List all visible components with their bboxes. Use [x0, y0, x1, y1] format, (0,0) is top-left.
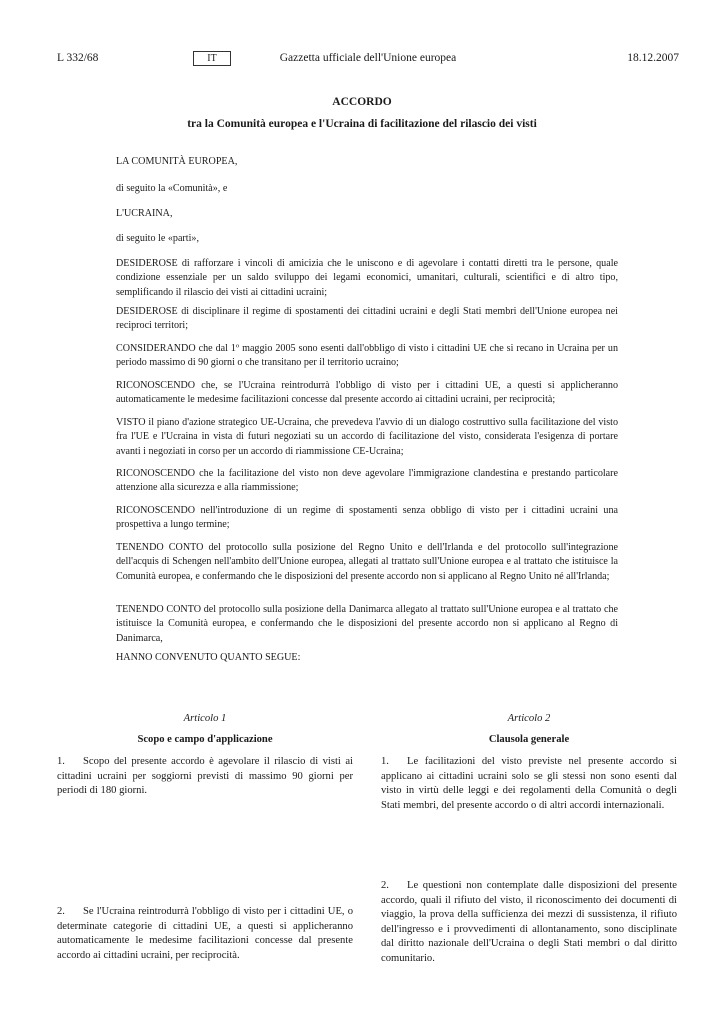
journal-reference: L 332/68: [57, 52, 99, 64]
paragraph-number: 2.: [57, 906, 65, 917]
preamble-paragraph: L'UCRAINA,: [116, 208, 173, 219]
article-2-heading: [381, 712, 677, 747]
paragraph-number: 1.: [381, 756, 389, 767]
article-2-paragraph-2: [381, 879, 677, 967]
preamble-paragraph: TENENDO CONTO del protocollo sulla posizione del Regno Unito e dell'Irlanda e del protocollo sull'integrazione dell'acquis di Schengen nell'ambito dell'Unione europea, allegati al trattato sull'Unione europea e al trattato che istituisce la Comunità europea, e confermando che le disposizioni del presente accordo non si applicano al Regno Unito né all'Irlanda;: [116, 542, 618, 582]
publication-date: 18.12.2007: [627, 52, 679, 64]
paragraph-text: Scopo del presente accordo è agevolare il rilascio di visti ai cittadini ucraini per soggiorni previsti di massimo 90 giorni per periodi di 180 giorni.: [57, 756, 353, 797]
preamble-paragraph: RICONOSCENDO che la facilitazione del visto non deve agevolare l'immigrazione clandestina e prestando particolare attenzione alla sicurezza e alla riammissione;: [116, 468, 618, 494]
article-1-heading: [57, 712, 353, 747]
paragraph-text: Le facilitazioni del visto previste nel presente accordo si applicano ai cittadini ucraini solo se gli stessi non sono esenti dal visto in virtù delle leggi e dei regolamenti della Comunità o degli Stati membri, del presente accordo o di altri accordi internazionali.: [381, 756, 677, 811]
preamble-paragraph: di seguito la «Comunità», e: [116, 183, 228, 194]
document-title: ACCORDO: [332, 96, 392, 108]
preamble-paragraph: LA COMUNITÀ EUROPEA,: [116, 156, 238, 167]
preamble-paragraph: VISTO il piano d'azione strategico UE-Ucraina, che prevedeva l'avvio di un dialogo costruttivo sulla facilitazione del visto fra l'UE e l'Ucraina in vista di futuri negoziati su un accordo di facilitazione del visto, considerata l'esigenza di portare avanti i negoziati in corso per un accordo di riammissione CE-Ucraina;: [116, 417, 618, 457]
article-title: Scopo e campo d'applicazione: [137, 733, 273, 745]
article-1-paragraph-2: [57, 905, 353, 963]
paragraph-number: 2.: [381, 880, 389, 891]
page-header: [57, 52, 679, 70]
publication-title: Gazzetta ufficiale dell'Unione europea: [279, 52, 457, 64]
preamble-paragraph: RICONOSCENDO che, se l'Ucraina reintrodurrà l'obbligo di visto per i cittadini UE, a questi si applicheranno automaticamente le medesime facilitazioni concesse dal presente accordo ai cittadini ucraini, per reciprocità;: [116, 380, 618, 406]
preamble-paragraph: DESIDEROSE di disciplinare il regime di spostamenti dei cittadini ucraini e degli Stati membri dell'Unione europea nei reciproci territori;: [116, 306, 618, 332]
paragraph-text: Se l'Ucraina reintrodurrà l'obbligo di visto per i cittadini UE, o determinate categorie di cittadini UE, a questi si applicheranno automaticamente le medesime facilitazioni concesse dal presente accordo ai cittadini ucraini, per reciprocità.: [57, 906, 353, 961]
preamble-paragraph: di seguito le «parti»,: [116, 233, 199, 244]
article-number: Articolo 1: [183, 713, 227, 724]
preamble-paragraph: TENENDO CONTO del protocollo sulla posizione della Danimarca allegato al trattato sull'Unione europea e al trattato che istituisce la Comunità europea, e confermando che le disposizioni del presente accordo non si applicano al Regno di Danimarca,: [116, 604, 618, 644]
article-1-paragraph-1: [57, 755, 353, 799]
article-2-paragraph-1: [381, 755, 677, 813]
preamble-paragraph: RICONOSCENDO nell'introduzione di un regime di spostamenti senza obbligo di visto per i cittadini ucraini una prospettiva a lungo termine;: [116, 505, 618, 531]
paragraph-number: 1.: [57, 756, 65, 767]
language-box: IT: [193, 51, 231, 66]
preamble-paragraph: DESIDEROSE di rafforzare i vincoli di amicizia che le uniscono e di agevolare i contatti diretti tra le persone, quale condizione essenziale per un saldo sviluppo dei legami economici, umanitari, culturali, scientifici e di altro tipo, semplificando il rilascio dei visti ai cittadini ucraini;: [116, 258, 618, 298]
paragraph-text: Le questioni non contemplate dalle disposizioni del presente accordo, quali il rifiuto del visto, il riconoscimento dei documenti di viaggio, la prova della sufficienza dei mezzi di sussistenza, il rifiuto dell'ingresso e i provvedimenti di allontanamento, sono disciplinate dal diritto nazionale dell'Ucraina o degli Stati membri o dal diritto comunitario.: [381, 880, 677, 964]
document-subtitle: tra la Comunità europea e l'Ucraina di facilitazione del rilascio dei visti: [187, 118, 537, 130]
preamble-paragraph: CONSIDERANDO che dal 1º maggio 2005 sono esenti dall'obbligo di visto i cittadini UE che si recano in Ucraina per un periodo massimo di 90 giorni o che transitano per il territorio ucraino;: [116, 343, 618, 369]
preamble-paragraph: HANNO CONVENUTO QUANTO SEGUE:: [116, 652, 301, 663]
article-number: Articolo 2: [507, 713, 551, 724]
article-title: Clausola generale: [488, 733, 570, 745]
